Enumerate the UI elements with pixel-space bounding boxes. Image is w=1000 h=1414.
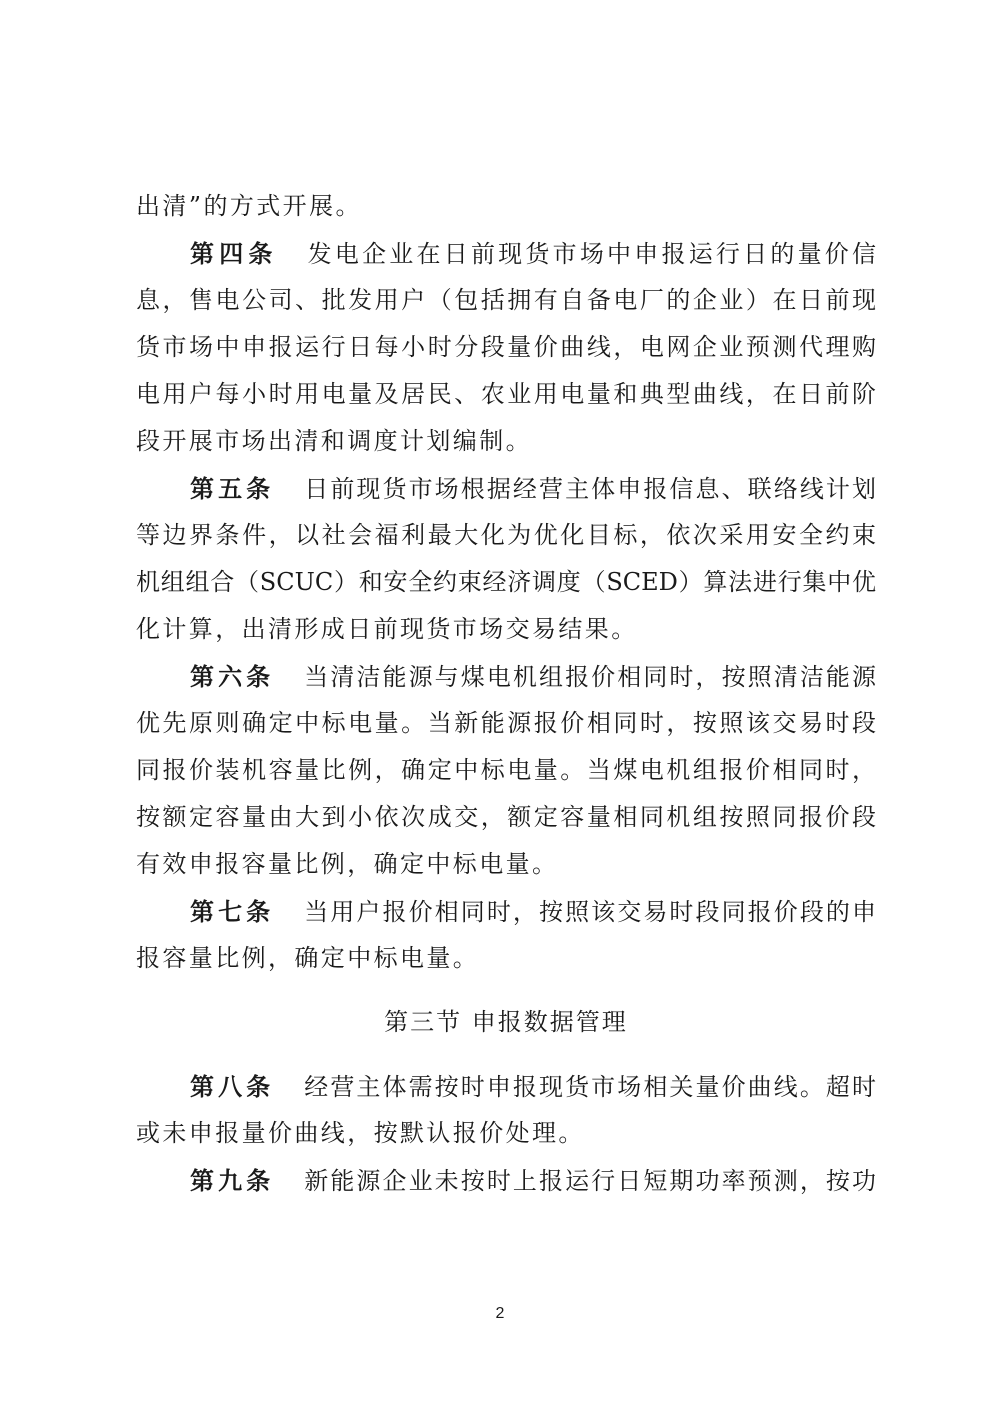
articles-section-2: [136, 183, 876, 982]
text-line: [136, 418, 876, 465]
line-text: 同报价装机容量比例，确定中标电量。当煤电机组报价相同时，: [136, 756, 876, 784]
article-paragraph: [136, 888, 876, 982]
article-paragraph: [136, 1157, 876, 1204]
text-line: [136, 888, 876, 935]
article-label: 第七条: [190, 897, 275, 926]
text-line: [136, 1157, 876, 1204]
line-text: 日前现货市场根据经营主体申报信息、联络线计划: [304, 475, 876, 503]
document-body: [136, 183, 876, 1204]
text-line: [136, 1110, 876, 1157]
line-text: 等边界条件，以社会福利最大化为优化目标，依次采用安全约束: [136, 521, 876, 549]
text-line: [136, 465, 876, 512]
text-line: [136, 371, 876, 418]
text-line: [136, 277, 876, 324]
line-text: 发电企业在日前现货市场中申报运行日的量价信: [307, 240, 877, 268]
section-heading: 第三节 申报数据管理: [384, 1008, 628, 1036]
article-label: 第五条: [190, 474, 275, 503]
text-line: [136, 606, 876, 653]
text-line: [136, 324, 876, 371]
line-text: 电用户每小时用电量及居民、农业用电量和典型曲线，在日前阶: [136, 380, 876, 408]
text-line: [136, 559, 876, 606]
article-paragraph: [136, 653, 876, 888]
article-paragraph: [136, 183, 876, 230]
page-number: 2: [495, 1305, 505, 1322]
line-text: 经营主体需按时申报现货市场相关量价曲线。超时: [304, 1073, 876, 1101]
text-line: [136, 183, 876, 230]
line-text: 新能源企业未按时上报运行日短期功率预测，按功: [304, 1167, 876, 1195]
article-paragraph: [136, 230, 876, 465]
line-text: 报容量比例，确定中标电量。: [136, 944, 480, 972]
line-text: 优先原则确定中标电量。当新能源报价相同时，按照该交易时段: [136, 709, 876, 737]
line-text: 或未申报量价曲线，按默认报价处理。: [136, 1119, 585, 1147]
text-line: [136, 230, 876, 277]
line-text: 货市场中申报运行日每小时分段量价曲线，电网企业预测代理购: [136, 333, 876, 361]
article-label: 第八条: [190, 1072, 275, 1101]
line-text: 有效申报容量比例，确定中标电量。: [136, 850, 559, 878]
line-text: 当清洁能源与煤电机组报价相同时，按照清洁能源: [304, 663, 876, 691]
line-text: 化计算，出清形成日前现货市场交易结果。: [136, 615, 638, 643]
line-text: 当用户报价相同时，按照该交易时段同报价段的申: [304, 898, 876, 926]
article-label: 第四条: [190, 239, 278, 268]
article-paragraph: [136, 465, 876, 653]
text-line: [136, 1063, 876, 1110]
text-line: [136, 841, 876, 888]
text-line: [136, 935, 876, 982]
line-text: 按额定容量由大到小依次成交，额定容量相同机组按照同报价段: [136, 803, 876, 831]
article-label: 第六条: [190, 662, 275, 691]
article-label: 第九条: [190, 1166, 275, 1195]
line-text: 出清”的方式开展。: [136, 192, 362, 220]
article-paragraph: [136, 1063, 876, 1157]
text-line: [136, 794, 876, 841]
text-line: [136, 747, 876, 794]
articles-section-3: [136, 1063, 876, 1204]
line-text: 机组组合（SCUC）和安全约束经济调度（SCED）算法进行集中优: [136, 568, 876, 596]
text-line: [136, 700, 876, 747]
line-text: 段开展市场出清和调度计划编制。: [136, 427, 532, 455]
text-line: [136, 512, 876, 559]
text-line: [136, 653, 876, 700]
line-text: 息，售电公司、批发用户（包括拥有自备电厂的企业）在日前现: [136, 286, 876, 314]
